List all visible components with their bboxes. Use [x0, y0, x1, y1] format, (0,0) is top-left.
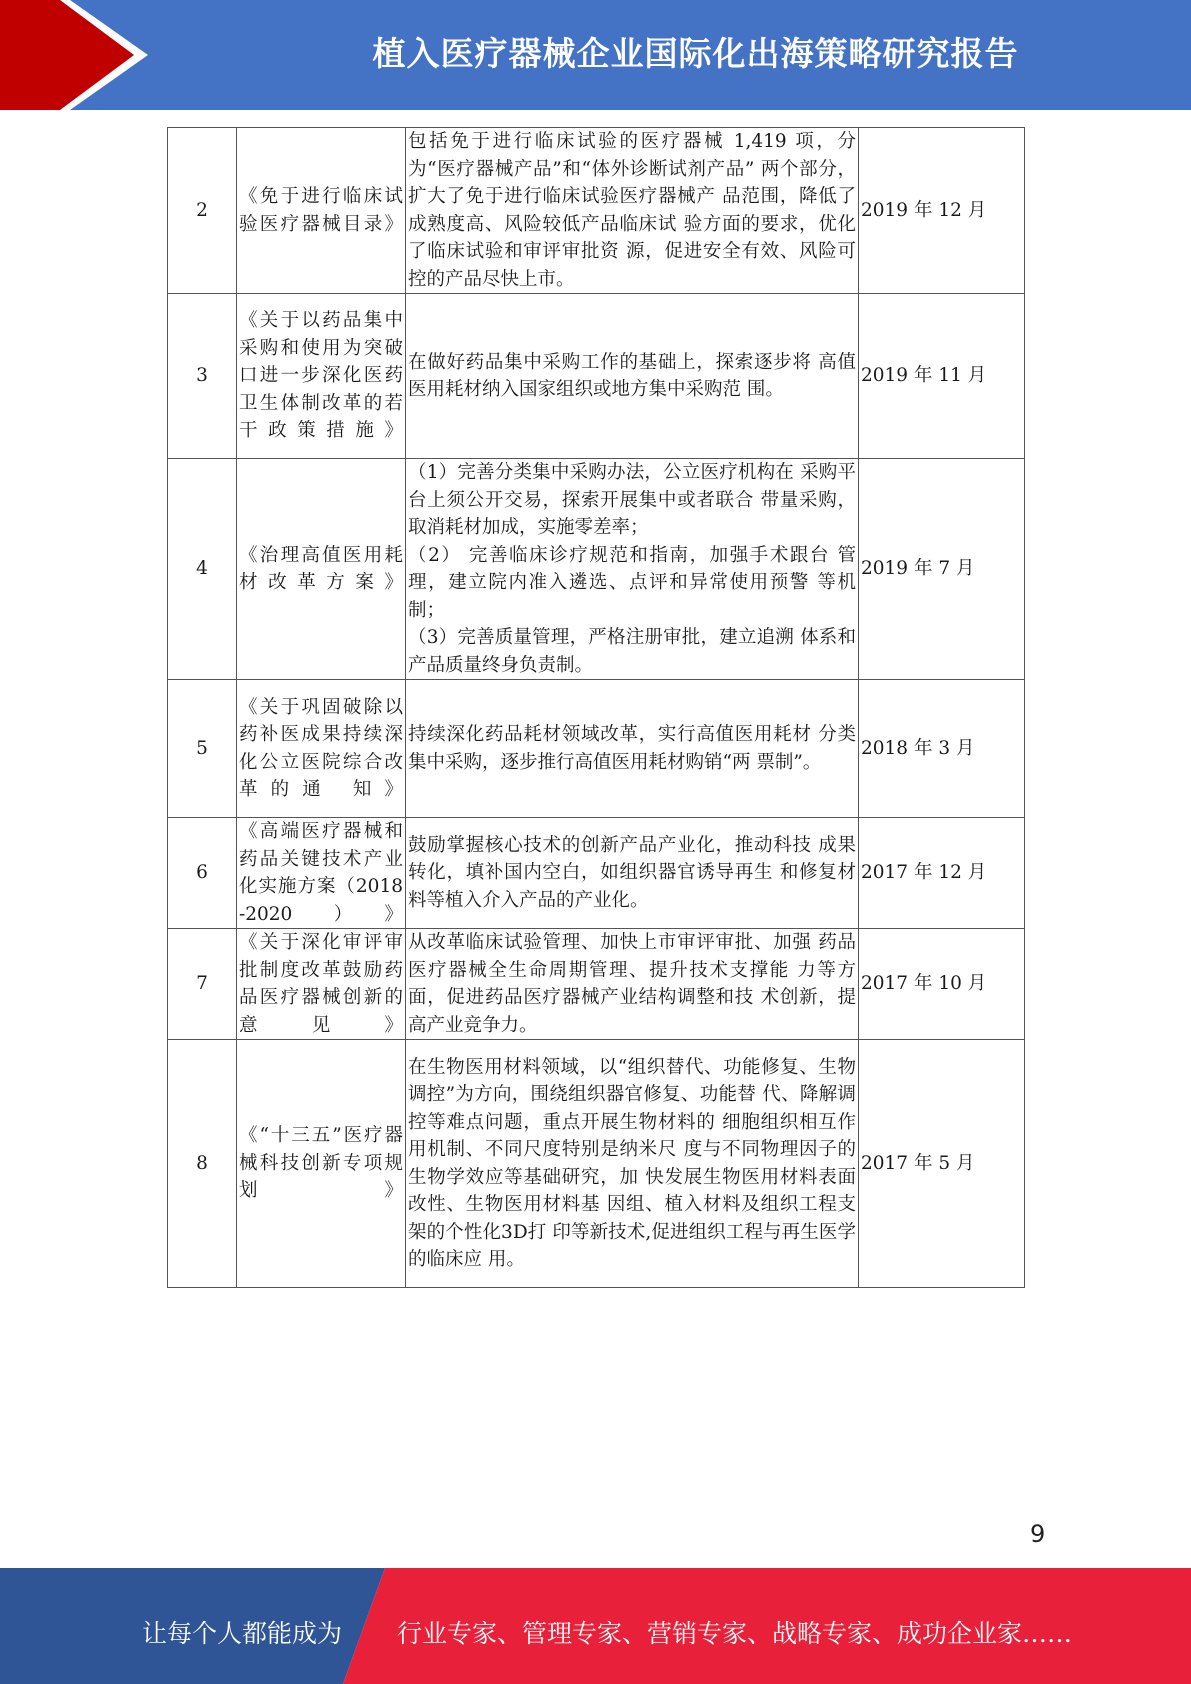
policy-name: 《关于巩固破除以药补医成果持续深化公立医院综合改革的通 知》: [237, 680, 406, 818]
policy-content-item: （1）完善分类集中采购办法，公立医疗机构在 采购平台上须公开交易，探索开展集中或者联合 带量采购，取消耗材加成，实施零差率；: [408, 462, 856, 538]
policy-content: 包括免于进行临床试验的医疗器械 1,419 项，分 为“医疗器械产品”和“体外诊断试剂产品” 两个部分，扩大了免于进行临床试验医疗器械产 品范围，降低了成熟度高、风险较低产品临床试 验方面的要求，优化了临床试验和审评审批资 源，促进安全有效、风险可控的产品尽快上市。: [406, 128, 859, 294]
report-title: 植入医疗器械企业国际化出海策略研究报告: [372, 34, 1019, 73]
policy-name: 《免于进行临床试验医疗器械目录》: [237, 128, 406, 294]
policy-name: 《关于深化审评审批制度改革鼓励药品医疗器械创新的意见》: [237, 929, 406, 1040]
footer-slogan-right: 行业专家、管理专家、营销专家、战略专家、成功企业家……: [397, 1619, 1073, 1648]
row-number: 3: [168, 294, 237, 459]
policy-date: 2019 年 11 月: [859, 294, 1025, 459]
policy-date: 2017 年 10 月: [859, 929, 1025, 1040]
row-number: 2: [168, 128, 237, 294]
policy-name: 《“十三五”医疗器械科技创新专项规划》: [237, 1040, 406, 1288]
policy-content-item: （3）完善质量管理，严格注册审批，建立追溯 体系和产品质量终身负责制。: [408, 627, 856, 676]
header-arrow-graphic: [0, 0, 200, 110]
policy-date: 2018 年 3 月: [859, 680, 1025, 818]
policy-content: 在做好药品集中采购工作的基础上，探索逐步将 高值医用耗材纳入国家组织或地方集中采购范 围。: [406, 294, 859, 459]
page-header: [0, 0, 1191, 110]
policy-date: 2017 年 12 月: [859, 818, 1025, 929]
row-number: 6: [168, 818, 237, 929]
policy-name: 《关于以药品集中采购和使用为突破口进一步深化医药卫生体制改革的若干政策措施》: [237, 294, 406, 459]
policy-name: 《高端医疗器械和药品关键技术产业化实施方案（2018-2020）》: [237, 818, 406, 929]
footer-slogan-left: 让每个人都能成为: [142, 1619, 343, 1648]
table-row: [168, 459, 1025, 680]
policy-table: [167, 127, 1025, 1288]
row-number: 7: [168, 929, 237, 1040]
table-row: [168, 294, 1025, 459]
table-row: [168, 818, 1025, 929]
policy-date: 2017 年 5 月: [859, 1040, 1025, 1288]
policy-content-item: （2） 完善临床诊疗规范和指南，加强手术跟台 管理，建立院内准入遴选、点评和异常使用预警 等机制；: [408, 544, 856, 621]
row-number: 8: [168, 1040, 237, 1288]
policy-content: [406, 459, 859, 680]
policy-content: 持续深化药品耗材领域改革，实行高值医用耗材 分类集中采购，逐步推行高值医用耗材购销“两 票制”。: [406, 680, 859, 818]
policy-content: 从改革临床试验管理、加快上市审评审批、加强 药品医疗器械全生命周期管理、提升技术支撑能 力等方面，促进药品医疗器械产业结构调整和技 术创新，提高产业竞争力。: [406, 929, 859, 1040]
page-number: 9: [1030, 1520, 1046, 1548]
page-footer: [0, 1568, 1191, 1684]
table-row: [168, 1040, 1025, 1288]
policy-content: 在生物医用材料领域，以“组织替代、功能修复、生物调控”为方向，围绕组织器官修复、功能替 代、降解调控等难点问题，重点开展生物材料的 细胞组织相互作用机制、不同尺度特别是纳米尺 度与不同物理因子的生物学效应等基础研究，加 快发展生物医用材料表面改性、生物医用材料基 因组、植入材料及组织工程支架的个性化3D打 印等新技术,促进组织工程与再生医学的临床应 用。: [406, 1040, 859, 1288]
policy-name: 《治理高值医用耗材改革方案》: [237, 459, 406, 680]
policy-date: 2019 年 7 月: [859, 459, 1025, 680]
row-number: 4: [168, 459, 237, 680]
policy-date: 2019 年 12 月: [859, 128, 1025, 294]
table-row: [168, 680, 1025, 818]
table-row: [168, 929, 1025, 1040]
policy-content: 鼓励掌握核心技术的创新产品产业化，推动科技 成果转化，填补国内空白，如组织器官诱导再生 和修复材料等植入介入产品的产业化。: [406, 818, 859, 929]
row-number: 5: [168, 680, 237, 818]
table-row: [168, 128, 1025, 294]
